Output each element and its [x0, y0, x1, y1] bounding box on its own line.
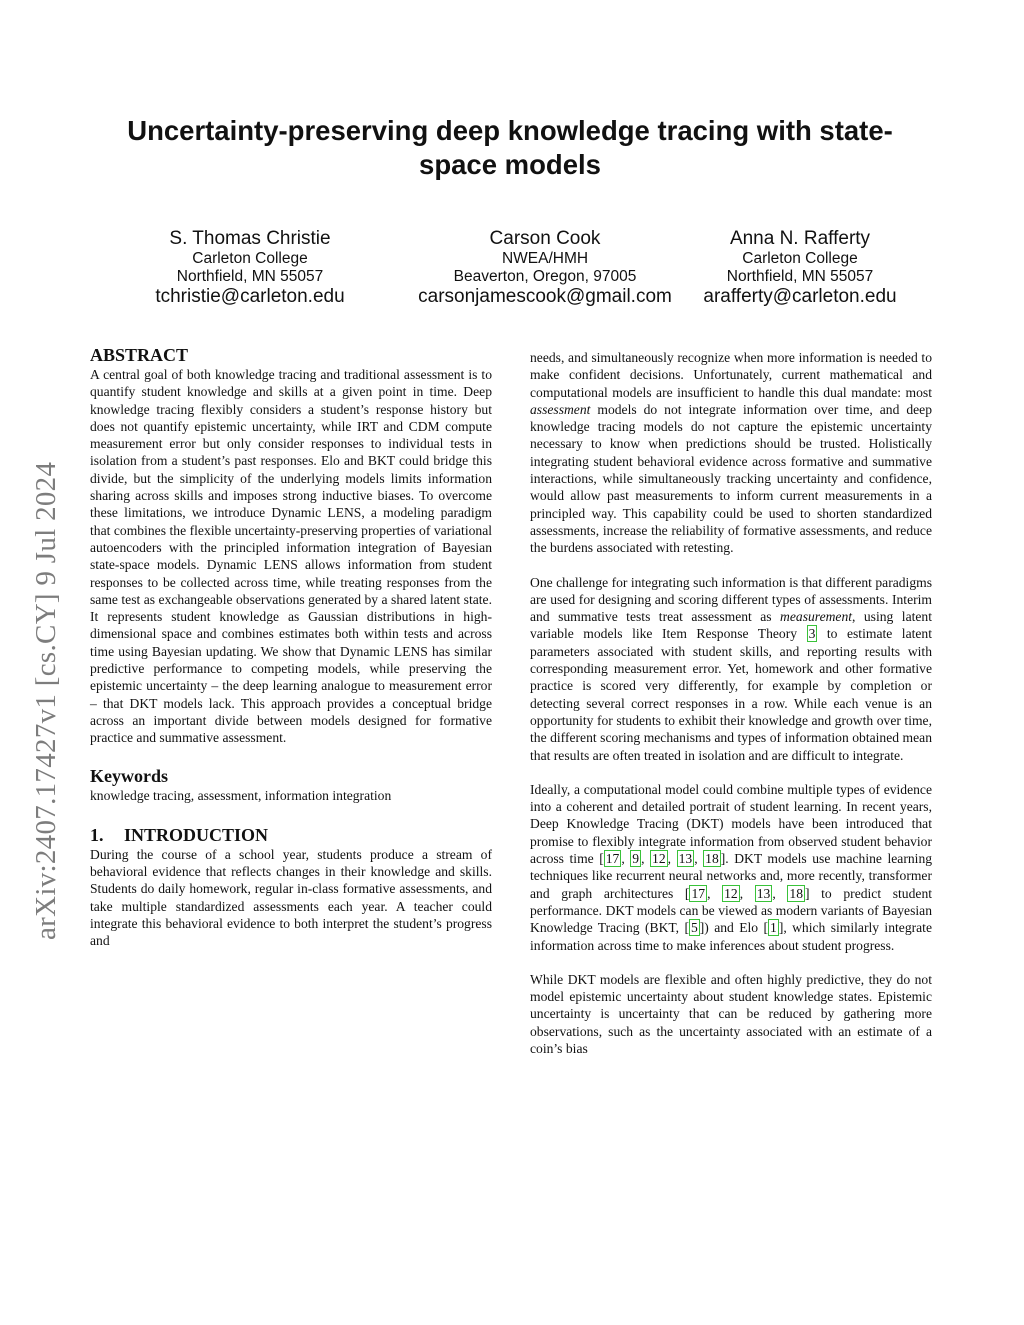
author-affiliation: Carleton College — [742, 250, 858, 267]
intro-paragraph-3: Ideally, a computational model could combine multiple types of evidence into a coherent and detailed portrait of student learning. In recent years, Deep Knowledge Tracing (DKT) models have been introduced that promise to flexibly integrate information from observed student behavior across time [ 17 , 9 , 12 , 13 , 18 ]. DKT models use machine learning techniques like recurrent neural networks and, more recently, transformer and graph architectures [ 17 , 12 , 13 , 18 ] to predict student performance. DKT models can be viewed as modern variants of Bayesian Knowledge Tracing (BKT, [ 5 ]) and Elo [ 1 ], which similarly integrate information across time to make inferences about student progress. — [530, 781, 933, 953]
arxiv-stamp: arXiv:2407.17427v1 [cs.CY] 9 Jul 2024 — [30, 461, 62, 940]
author-block — [690, 228, 910, 308]
author-name: S. Thomas Christie — [169, 228, 331, 249]
paper-title: Uncertainty-preserving deep knowledge tracing with state-space models — [127, 115, 893, 180]
introduction-heading — [90, 824, 492, 846]
citation-link[interactable]: 9 — [632, 851, 640, 867]
section-title: INTRODUCTION — [124, 824, 269, 845]
citation-link[interactable]: 13 — [756, 885, 771, 901]
section-number: 1. — [90, 824, 104, 845]
citation-link[interactable]: 17 — [605, 851, 620, 867]
abstract-heading: ABSTRACT — [90, 345, 189, 365]
intro-paragraph-4: While DKT models are flexible and often highly predictive, they do not model epistemic uncertainty about student knowledge states. Epistemic uncertainty is uncertainty that can be reduced by gathering more observations, such as the uncertainty associated with an estimate of a coin’s bias — [530, 971, 932, 1056]
intro-paragraph-2: One challenge for integrating such information is that different paradigms are used for designing and scoring different types of assessments. Interim and summative tests treat assessment as measurement, using latent variable models like Item Response Theory 3 to estimate latent parameters associated with student skills, and reporting results with corresponding measurement error. Yet, homework and other formative practice is scored very differently, for example by completion or detecting several correct responses in a row. While each venue is an opportunity for students to exhibit their knowledge and growth over time, the different scoring mechanisms and types of information obtained mean that results are often treated in isolation and are difficult to integrate. — [530, 574, 932, 763]
author-name: Anna N. Rafferty — [729, 228, 871, 249]
citation-link[interactable]: 18 — [705, 851, 719, 867]
author-affiliation: Carleton College — [192, 250, 308, 267]
citation-link[interactable]: 3 — [808, 626, 816, 642]
citation-link[interactable]: 18 — [789, 885, 803, 901]
author-location: Northfield, MN 55057 — [726, 268, 874, 285]
citation-link[interactable]: 12 — [724, 885, 738, 901]
intro-paragraph-1-continued: needs, and simultaneously recognize when more information is needed to make confident decisions. Unfortunately, current mathematical and computational models are insufficient to handle this dual mandate: most assessment models do not integrate information over time, and deep knowledge tracing models do not capture the epistemic uncertainty necessary to know when predictions should be trusted. Holistically integrating student behavioral evidence across formative and summative interactions, while simultaneously tracking uncertainty and confidence, would allow past measurements to inform current measurements in a principled way. This capability could be used to shorten standardized assessments, increase the reliability of formative assessments, and reduce the burdens associated with retesting. — [530, 350, 932, 556]
author-block — [405, 228, 685, 308]
right-column — [530, 349, 932, 1057]
author-location: Beaverton, Oregon, 97005 — [453, 268, 637, 285]
author-location: Northfield, MN 55057 — [176, 268, 324, 285]
intro-paragraph-1: During the course of a school year, students produce a stream of behavioral evidence that reflects changes in their knowledge and skills. Students do daily homework, regular in-class formative assessments, and take multiple standardized assessments each year. A teacher could integrate this behavioral evidence to both interpret the student’s progress and — [90, 846, 492, 949]
abstract-text: A central goal of both knowledge tracing and traditional assessment is to quantify student knowledge and skills at a given point in time. Deep knowledge tracing flexibly considers a student’s response history but does not quantify epistemic uncertainty, while IRT and CDM compute measurement error but only consider responses to individual tests in isolation from a student’s past responses. Elo and BKT could bridge this divide, but the simplicity of the underlying models limits information sharing across skills and imposes strong inductive biases. To overcome these limitations, we introduce Dynamic LENS, a modeling paradigm that combines the flexible uncertainty-preserving properties of variational autoencoders with the principled information integration of Bayesian state-space models. Dynamic LENS allows information from student responses to be collected across time, while treating responses from the same test as exchangeable observations generated by a shared latent state. It represents student knowledge as Gaussian distributions in high-dimensional space and combines estimates both within tests and across time using Bayesian updating. We show that Dynamic LENS has similar predictive performance to competing models, while preserving the epistemic uncertainty – the deep learning analogue to measurement error – that DKT models lack. This approach provides a conceptual bridge across an important divide between models designed for formative practice and summative assessment. — [90, 367, 492, 746]
author-name: Carson Cook — [489, 228, 601, 249]
citation-link[interactable]: 17 — [691, 885, 706, 901]
citation-link[interactable]: 13 — [678, 851, 693, 867]
author-affiliation: NWEA/HMH — [501, 250, 589, 267]
citation-link[interactable]: 1 — [770, 920, 777, 936]
citation-link[interactable]: 12 — [652, 851, 666, 867]
author-email: carsonjamescook@gmail.com — [418, 286, 672, 307]
author-email: arafferty@carleton.edu — [703, 286, 897, 307]
citation-link[interactable]: 5 — [690, 920, 698, 936]
keywords-text: knowledge tracing, assessment, information integration — [90, 787, 392, 803]
author-email: tchristie@carleton.edu — [155, 286, 345, 307]
keywords-heading: Keywords — [90, 765, 168, 786]
left-column — [90, 344, 492, 950]
author-block — [140, 228, 360, 308]
